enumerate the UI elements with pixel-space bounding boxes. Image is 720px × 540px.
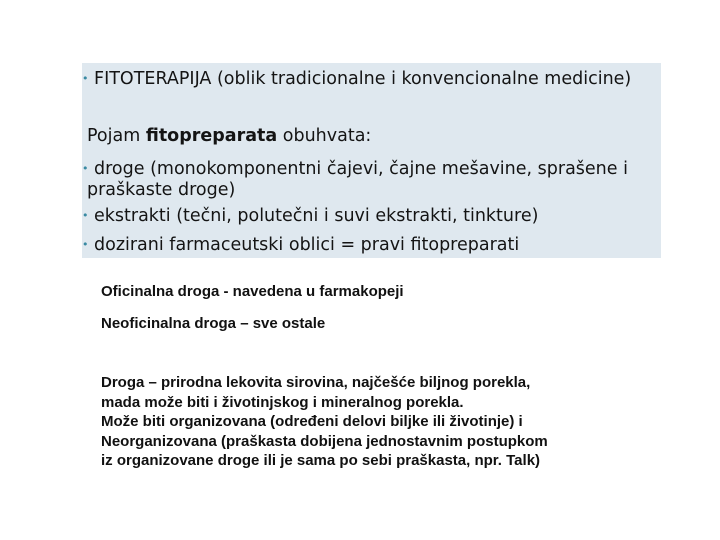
paragraph-line: iz organizovane droge ili je sama po sebi praškasta, npr. Talk)	[101, 452, 541, 469]
bullet-icon: •	[82, 162, 89, 175]
list-item-text: ekstrakti (tečni, polutečni i suvi ekstrakti, tinkture)	[94, 206, 539, 226]
bullet-icon: •	[82, 209, 89, 222]
pojam-bold-term: fitopreparata	[145, 126, 278, 146]
list-item-ekstrakti	[82, 205, 538, 227]
droga-definition-paragraph	[101, 373, 548, 471]
list-item-text: droge (monokomponentni čajevi, čajne mešavine, sprašene i	[94, 159, 628, 179]
paragraph-line: mada može biti i životinjskog i mineralnog porekla.	[101, 393, 464, 411]
phytotherapy-heading	[82, 68, 631, 90]
list-item-droge	[82, 158, 628, 180]
pojam-line	[82, 125, 371, 147]
list-item-text: praškaste droge)	[87, 180, 236, 200]
phytotherapy-panel	[82, 63, 661, 258]
list-item-text: dozirani farmaceutski oblici = pravi fitopreparati	[94, 235, 520, 255]
paragraph-line: Neorganizovana (praškasta dobijena jednostavnim postupkom	[101, 432, 548, 450]
neoficinalna-caption: Neoficinalna droga – sve ostale	[101, 315, 326, 332]
heading-text: FITOTERAPIJA (oblik tradicionalne i konvencionalne medicine)	[94, 69, 632, 89]
list-item-dozirani	[82, 234, 519, 256]
paragraph-line: Može biti organizovana (određeni delovi biljke ili životinje) i	[101, 413, 523, 430]
oficinalna-caption: Oficinalna droga - navedena u farmakopeji	[101, 283, 404, 300]
bullet-icon: •	[82, 238, 89, 251]
pojam-suffix: obuhvata:	[277, 126, 372, 146]
list-item-droge-continuation	[82, 179, 235, 201]
paragraph-line: Droga – prirodna lekovita sirovina, najčešće biljnog porekla,	[101, 374, 531, 391]
pojam-prefix: Pojam	[87, 126, 146, 146]
bullet-icon: •	[82, 72, 89, 85]
